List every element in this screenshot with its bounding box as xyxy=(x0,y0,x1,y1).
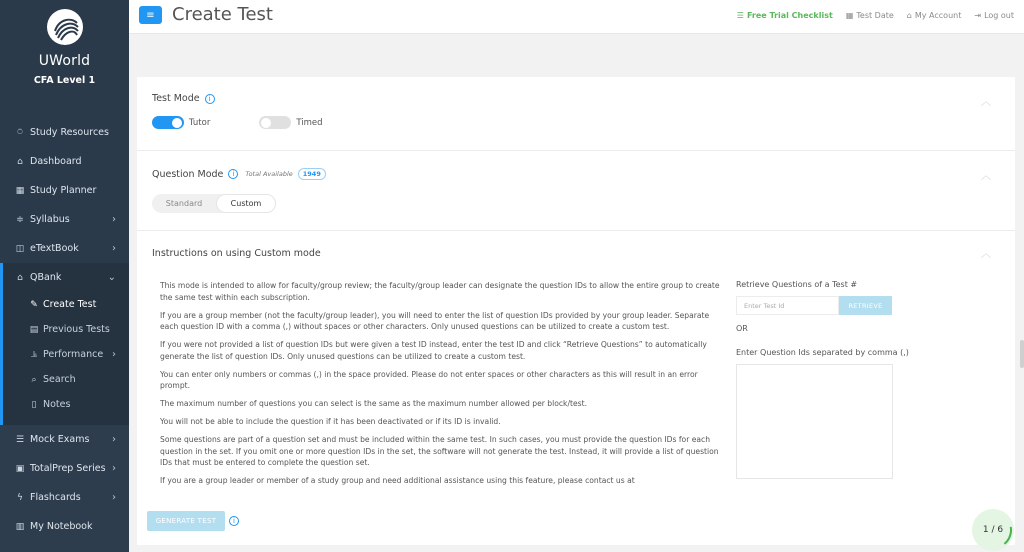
question-mode-title: Question Mode xyxy=(152,168,224,180)
timed-toggle[interactable] xyxy=(259,116,291,129)
sidebar-item-study-resources[interactable] xyxy=(0,118,129,147)
sidebar-item-label: Dashboard xyxy=(30,156,82,167)
course-name: CFA Level 1 xyxy=(33,75,96,86)
question-mode-segmented-control xyxy=(152,194,276,213)
instructions-title: Instructions on using Custom mode xyxy=(152,248,321,259)
chevron-right-icon: › xyxy=(112,349,116,360)
retrieve-button[interactable]: RETRIEVE xyxy=(839,296,892,315)
sidebar-item-mock-exams[interactable] xyxy=(0,425,129,454)
apple-icon: ⍥ xyxy=(17,127,23,138)
chevron-right-icon: › xyxy=(112,214,116,225)
calendar-icon: ▦ xyxy=(15,185,25,196)
free-trial-label: Free Trial Checklist xyxy=(746,11,833,20)
standard-option[interactable]: Standard xyxy=(165,199,203,208)
instruction-paragraph: Some questions are part of a question set and must be included within the same test. In such cases, you must provide the question IDs for each question in the set. If you omit one or more question IDs in the set, the software will not generate the test. Instead, it will provide a list of question IDs that must be entered to complete the question set. xyxy=(160,435,719,467)
top-links xyxy=(737,11,1014,20)
edit-icon: ✎ xyxy=(30,299,38,310)
sidebar-item-qbank[interactable] xyxy=(3,263,129,292)
instruction-paragraph: This mode is intended to allow for faculty/group review; the faculty/group leader can designate the question IDs to allow the entire group to create the same test within each subscription. xyxy=(160,281,720,302)
total-available-label: Total Available xyxy=(245,170,293,178)
logout-icon: ⇥ xyxy=(974,11,982,20)
create-test-card xyxy=(137,77,1015,545)
top-header xyxy=(129,0,1024,34)
calendar-icon: ▦ xyxy=(845,11,854,20)
info-icon[interactable]: i xyxy=(229,516,239,526)
or-separator: OR xyxy=(736,324,748,333)
list-icon: ▤ xyxy=(29,324,39,335)
instruction-paragraph: You will not be able to include the question if it has been deactivated or if its ID is invalid. xyxy=(160,417,501,426)
instruction-paragraph: If you were not provided a list of question IDs but were given a test ID instead, enter the test ID and click “Retrieve Questions” to automatically generate the list of question IDs. Only unused questions can be utilized to create a custom test. xyxy=(160,340,707,361)
sidebar-item-flashcards[interactable] xyxy=(0,483,129,512)
custom-option[interactable]: Custom xyxy=(216,194,276,213)
sidebar-item-performance[interactable] xyxy=(3,342,129,367)
question-mode-section xyxy=(137,151,1015,231)
tutor-label: Tutor xyxy=(189,117,211,128)
collapse-chevron-up-icon[interactable]: ︿ xyxy=(981,249,991,260)
question-mode-heading xyxy=(152,168,1015,180)
sidebar-item-create-test[interactable] xyxy=(3,292,129,317)
calendar-star-icon: ▣ xyxy=(15,463,25,474)
sidebar-item-label: Performance xyxy=(43,349,104,360)
sidebar-item-label: Study Planner xyxy=(30,185,97,196)
uworld-logo-icon xyxy=(47,9,83,45)
retrieve-row xyxy=(736,296,1006,315)
sidebar-item-search[interactable] xyxy=(3,367,129,392)
sidebar-item-my-notebook[interactable] xyxy=(0,512,129,541)
chevron-right-icon: › xyxy=(112,434,116,445)
qbank-group xyxy=(0,263,129,425)
hamburger-icon: ≡ xyxy=(146,9,155,21)
test-id-input[interactable] xyxy=(736,296,839,315)
free-trial-checklist-link[interactable] xyxy=(737,11,833,20)
sidebar-nav xyxy=(0,118,129,552)
search-icon: ⌕ xyxy=(31,374,37,385)
collapse-chevron-up-icon[interactable]: ︿ xyxy=(981,97,991,108)
checklist-icon: ☰ xyxy=(736,11,744,20)
tutor-toggle[interactable] xyxy=(152,116,184,129)
logout-link[interactable] xyxy=(974,11,1014,20)
bolt-icon: ϟ xyxy=(17,492,23,503)
checklist-icon: ☰ xyxy=(15,434,25,445)
instruction-paragraph: If you are a group member (not the faculty/group leader), you will need to enter the list of question IDs provided by your group leader. Separate each question ID with a comma (,) without spaces or other characters. Only unused questions can be utilized to create a custom test. xyxy=(160,310,710,331)
question-ids-label: Enter Question Ids separated by comma (,) xyxy=(736,348,909,357)
brand xyxy=(0,0,129,113)
checklist-progress-indicator[interactable] xyxy=(972,509,1014,551)
my-account-label: My Account xyxy=(914,11,962,20)
sidebar-item-label: Syllabus xyxy=(30,214,70,225)
test-date-link[interactable] xyxy=(846,11,894,20)
sidebar-item-syllabus[interactable] xyxy=(0,205,129,234)
notebook-icon: ▥ xyxy=(15,521,25,532)
timed-label: Timed xyxy=(296,117,323,128)
sidebar-item-previous-tests[interactable] xyxy=(3,317,129,342)
instruction-paragraph: You can enter only numbers or commas (,) in the space provided. Please do not enter spaces or other characters as this will result in an error prompt. xyxy=(160,369,698,390)
test-mode-heading xyxy=(152,93,1015,104)
sidebar-item-dashboard[interactable] xyxy=(0,147,129,176)
sidebar-item-label: Previous Tests xyxy=(43,324,110,335)
test-mode-toggles xyxy=(152,116,1015,129)
instruction-paragraph: The maximum number of questions you can select is the same as the maximum number allowed per block/test. xyxy=(160,399,588,408)
sidebar-item-label: Create Test xyxy=(43,299,97,310)
generate-test-button[interactable]: GENERATE TEST xyxy=(147,511,225,531)
my-account-link[interactable] xyxy=(907,11,962,20)
chevron-right-icon: › xyxy=(112,243,116,254)
info-icon[interactable]: i xyxy=(228,169,238,179)
menu-toggle-button[interactable] xyxy=(139,6,162,24)
sidebar-item-etextbook[interactable] xyxy=(0,234,129,263)
sidebar-item-label: Mock Exams xyxy=(30,434,90,445)
sidebar xyxy=(0,0,129,552)
syllabus-icon: ≑ xyxy=(16,214,24,225)
sidebar-item-label: Flashcards xyxy=(30,492,81,503)
scrollbar-thumb[interactable] xyxy=(1020,340,1024,368)
sidebar-item-label: Study Resources xyxy=(30,127,109,138)
sidebar-item-label: eTextBook xyxy=(30,243,79,254)
home-icon: ⌂ xyxy=(906,11,912,20)
sidebar-item-study-planner[interactable] xyxy=(0,176,129,205)
sidebar-item-label: My Notebook xyxy=(30,521,93,532)
sidebar-item-label: QBank xyxy=(30,272,62,283)
instructions-section xyxy=(137,231,1015,259)
test-date-label: Test Date xyxy=(856,11,894,20)
retrieve-panel xyxy=(736,280,1006,483)
test-mode-section xyxy=(137,77,1015,151)
instructions-text xyxy=(160,280,725,493)
total-available-badge: 1949 xyxy=(298,168,326,180)
home-icon: ⌂ xyxy=(17,156,23,167)
sidebar-item-totalprep-series[interactable] xyxy=(0,454,129,483)
collapse-chevron-up-icon[interactable]: ︿ xyxy=(981,171,991,182)
sidebar-item-notes[interactable] xyxy=(3,392,129,417)
bank-icon: ⌂ xyxy=(17,272,23,283)
book-icon: ◫ xyxy=(15,243,25,254)
chart-icon: ⫡ xyxy=(30,349,37,360)
brand-name: UWorld xyxy=(38,53,91,69)
generate-row xyxy=(147,511,239,531)
retrieve-label: Retrieve Questions of a Test # xyxy=(736,280,858,289)
sidebar-item-label: TotalPrep Series xyxy=(30,463,106,474)
chevron-down-icon: ⌄ xyxy=(107,272,116,283)
note-icon: ▯ xyxy=(31,399,37,410)
page-title: Create Test xyxy=(172,4,273,25)
logout-label: Log out xyxy=(984,11,1014,20)
sidebar-item-label: Notes xyxy=(43,399,71,410)
test-mode-title: Test Mode xyxy=(152,93,200,104)
chevron-right-icon: › xyxy=(112,492,116,503)
sidebar-lower xyxy=(0,425,129,552)
sidebar-item-label: Search xyxy=(43,374,76,385)
progress-text: 1 / 6 xyxy=(982,525,1004,535)
chevron-right-icon: › xyxy=(112,463,116,474)
instruction-paragraph: If you are a group leader or member of a study group and need additional assistance using this feature, please contact us at xyxy=(160,476,635,485)
question-ids-textarea[interactable] xyxy=(736,364,893,479)
info-icon[interactable]: i xyxy=(205,94,215,104)
